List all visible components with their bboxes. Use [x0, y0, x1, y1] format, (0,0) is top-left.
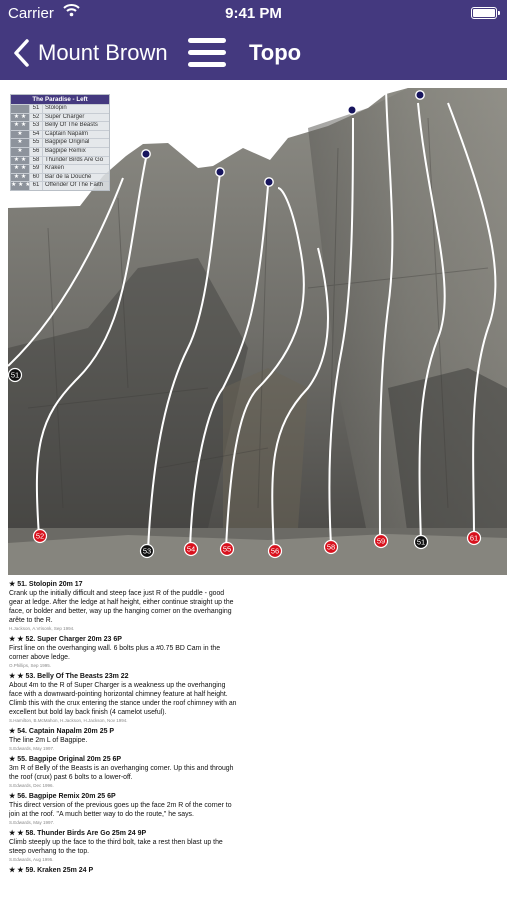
legend-number: 55 — [29, 139, 43, 147]
legend-route-name: Offender Of The Faith — [45, 182, 104, 189]
legend-row — [11, 156, 109, 165]
carrier-label: Carrier — [8, 5, 54, 22]
route-description: 3m R of Belly of the Beasts is an overhanging corner. Up this and through the roof (crux) past 6 bolts to a lower-off. — [9, 765, 234, 781]
legend-row — [11, 130, 109, 139]
route-marker-56[interactable] — [269, 545, 282, 558]
route-marker-58[interactable] — [325, 541, 338, 554]
route-first-ascent: S.Edwards, May 1997. — [9, 820, 55, 825]
route-entry — [9, 635, 237, 669]
route-marker-label: 53 — [142, 546, 152, 556]
legend-row — [11, 147, 109, 156]
route-entry — [9, 829, 237, 863]
route-marker-label: 54 — [186, 544, 196, 554]
legend-stars: ★ — [11, 148, 29, 156]
route-marker-label: 52 — [35, 531, 45, 541]
route-marker-label: 58 — [326, 542, 336, 552]
legend-number: 56 — [29, 148, 43, 156]
legend-route-name: Bar de la Douche — [45, 173, 92, 180]
route-marker-55[interactable] — [221, 543, 234, 556]
back-button-label: Mount Brown — [38, 40, 168, 65]
route-title: ★ 54. Captain Napalm 20m 25 P — [9, 728, 115, 735]
route-entry — [9, 755, 237, 789]
legend-stars: ★ — [11, 139, 29, 147]
route-description: About 4m to the R of Super Charger is a weakness up the overhanging face with a downward-pointing horizontal chimney feature at half height. Climb this with the crux entering the stance under the roof chimney with an excellent but bold lay back finish (4 camelot useful). — [9, 682, 237, 716]
route-marker-label: 51 — [10, 370, 20, 380]
route-marker-label: 56 — [270, 546, 280, 556]
battery-icon — [471, 7, 497, 19]
legend-route-name: Captain Napalm — [45, 130, 89, 137]
route-title: ★ ★ 58. Thunder Birds Are Go 25m 24 9P — [9, 830, 147, 837]
route-title: ★ ★ 53. Belly Of The Beasts 23m 22 — [9, 673, 129, 680]
route-marker-label: 61 — [469, 533, 479, 543]
route-entry — [9, 792, 237, 826]
legend-number: 59 — [29, 165, 43, 173]
route-first-ascent: S.Edwards, May 1997. — [9, 746, 55, 751]
route-title: ★ ★ 52. Super Charger 20m 23 6P — [9, 636, 122, 643]
route-marker-61[interactable] — [468, 532, 481, 545]
page-title: Topo — [249, 40, 302, 65]
route-marker-59[interactable] — [375, 535, 388, 548]
legend-title: The Paradise - Left — [11, 95, 109, 104]
route-entry — [9, 727, 237, 752]
route-entry — [9, 672, 237, 724]
legend-stars — [11, 105, 29, 113]
legend-stars: ★ ★ — [11, 174, 29, 182]
route-description: This direct version of the previous goes up the face 2m R of the corner to join at the roof. "A much better way to do the route," he says. — [9, 802, 232, 818]
legend-row — [11, 138, 109, 147]
route-entry — [9, 866, 237, 875]
route-title: ★ 56. Bagpipe Remix 20m 25 6P — [9, 793, 116, 800]
nav-bar — [0, 28, 507, 80]
legend-row — [11, 121, 109, 130]
route-description: Crank up the initially difficult and steep face just R of the puddle - good gear at ledge. After the ledge at half height, either continue straight up the face, or bolder and better, way up the hanging corner on the overhanging arête to the R. — [9, 590, 234, 624]
route-title: ★ 55. Bagpipe Original 20m 25 6P — [9, 756, 122, 763]
route-marker-54[interactable] — [185, 543, 198, 556]
legend-row — [11, 164, 109, 173]
legend-stars: ★ ★ — [11, 165, 29, 173]
route-marker-51[interactable] — [9, 369, 22, 382]
route-legend — [10, 94, 110, 191]
menu-icon[interactable] — [188, 38, 226, 68]
route-first-ascent: H.Jackson, A.Vrisonk, Sep 1994. — [9, 626, 75, 631]
route-entry — [9, 580, 237, 632]
route-marker-label: 59 — [376, 536, 386, 546]
legend-row — [11, 104, 109, 113]
back-button[interactable] — [12, 36, 168, 70]
legend-row — [11, 173, 109, 182]
route-description: The line 2m L of Bagpipe. — [9, 737, 88, 744]
legend-stars: ★ ★ ★ — [11, 182, 31, 189]
route-first-ascent: S.Edwards, Dec 1996. — [9, 783, 54, 788]
legend-number: 51 — [29, 105, 43, 113]
legend-number: 58 — [29, 157, 43, 165]
legend-stars: ★ ★ — [11, 114, 29, 122]
legend-number: 60 — [29, 174, 43, 182]
route-description: First line on the overhanging wall. 6 bolts plus a #0.75 BD Cam in the corner above ledge. — [9, 645, 221, 661]
legend-route-name: Bagpipe Original — [45, 139, 90, 146]
legend-route-name: Bagpipe Remix — [45, 147, 86, 154]
route-first-ascent: O.Phillips, Sep 1995. — [9, 663, 52, 668]
legend-number: 53 — [29, 122, 43, 130]
legend-row — [11, 113, 109, 122]
route-list — [9, 577, 237, 900]
legend-number: 54 — [29, 131, 43, 139]
legend-stars: ★ — [11, 131, 29, 139]
legend-route-name: Super Charger — [45, 113, 85, 120]
legend-stars: ★ ★ — [11, 122, 29, 130]
route-marker-label: 55 — [222, 544, 232, 554]
legend-route-name: Kraken — [45, 165, 65, 172]
legend-row — [11, 181, 109, 190]
route-first-ascent: S.Hamilton, B.McMahon, H.Jackson, H.Jackson, Nov 1994. — [9, 718, 128, 723]
route-title: ★ ★ 59. Kraken 25m 24 P — [9, 867, 94, 874]
route-marker-51[interactable] — [415, 536, 428, 549]
legend-number: 52 — [29, 114, 43, 122]
route-first-ascent: S.Edwards, Aug 1995. — [9, 857, 54, 862]
legend-route-name: Belly Of The Beasts — [45, 122, 98, 129]
route-marker-label: 51 — [416, 537, 426, 547]
route-description: Climb steeply up the face to the third bolt, take a rest then blast up the steep overhang to the top. — [9, 839, 223, 855]
status-bar — [0, 0, 507, 28]
legend-route-name: Thunder Birds Are Go — [45, 156, 104, 163]
route-marker-53[interactable] — [141, 545, 154, 558]
route-marker-52[interactable] — [34, 530, 47, 543]
legend-route-name: Stolopin — [45, 105, 67, 111]
chevron-left-icon — [12, 38, 30, 68]
route-title: ★ 51. Stolopin 20m 17 — [9, 581, 83, 588]
legend-stars: ★ ★ — [11, 157, 29, 165]
clock: 9:41 PM — [225, 5, 282, 22]
legend-number: 61 — [29, 182, 43, 190]
